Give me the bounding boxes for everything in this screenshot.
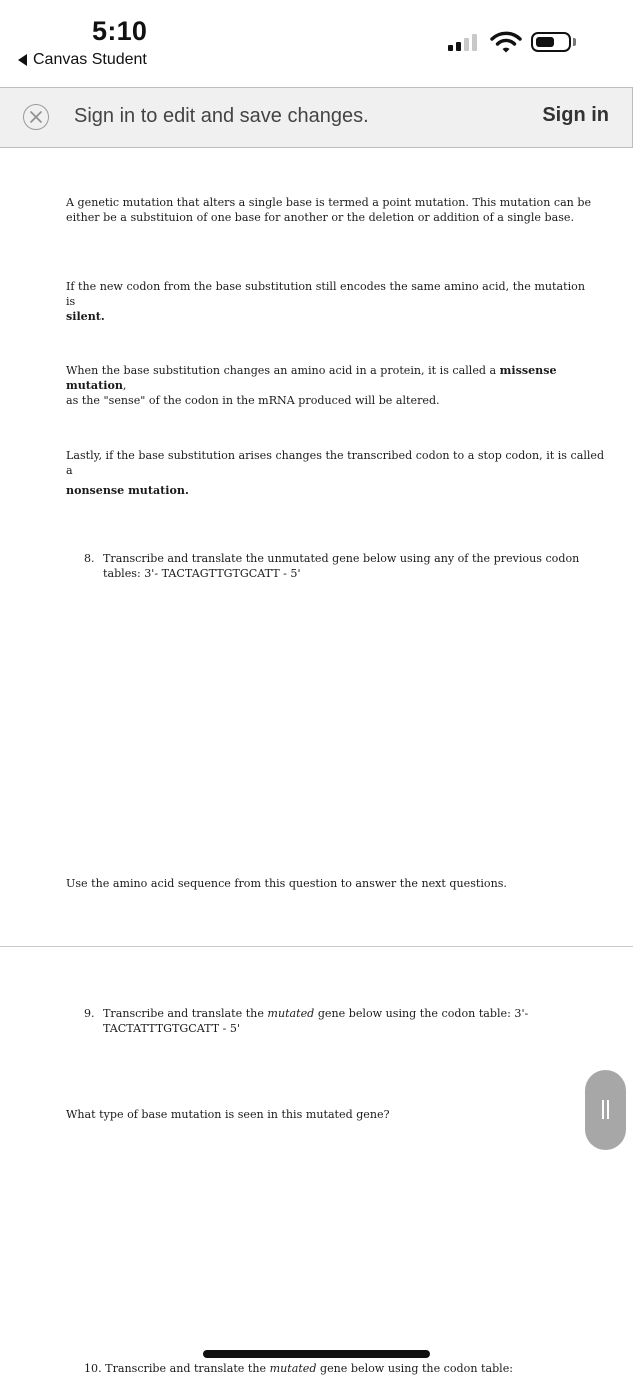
question-9 (84, 1006, 584, 1038)
text-line: Use the amino acid sequence from this question to answer the next questions. (66, 877, 507, 890)
wifi-icon (490, 30, 522, 54)
scroll-handle[interactable] (585, 1070, 626, 1150)
text-line: either be a substituion of one base for another or the deletion or addition of a single base. (66, 211, 575, 224)
term-nonsense: nonsense mutation. (66, 484, 189, 497)
paragraph-silent (66, 279, 596, 324)
question-sequence: TACTATTTGTGCATT - 5' (103, 1022, 241, 1035)
question-8 (84, 551, 584, 583)
status-time: 5:10 (92, 16, 148, 46)
term-missense: missense mutation (66, 364, 557, 392)
paragraph-nonsense (66, 448, 606, 478)
text-line: as the "sense" of the codon in the mRNA produced will be altered. (66, 394, 440, 407)
banner-message: Sign in to edit and save changes. (74, 105, 369, 127)
battery-icon (531, 32, 571, 52)
question-text: Transcribe and translate the (103, 1007, 268, 1020)
text-line: What type of base mutation is seen in this mutated gene? (66, 1108, 390, 1121)
paragraph-mutation-type (66, 1107, 596, 1122)
page-divider (0, 946, 633, 947)
paragraph-point-mutation (66, 195, 596, 225)
paragraph-missense (66, 363, 606, 408)
text-comma: , (122, 379, 127, 392)
term-silent: silent. (66, 310, 105, 323)
question-text: Transcribe and translate the unmutated gene below using any of the previous codon (103, 552, 580, 565)
cellular-signal-icon (448, 33, 477, 51)
sign-in-button[interactable]: Sign in (542, 104, 609, 126)
paragraph-nonsense-term (66, 483, 366, 498)
question-text: 10. Transcribe and translate the (84, 1362, 270, 1375)
back-app-label: Canvas Student (33, 51, 147, 68)
text-line: A genetic mutation that alters a single base is termed a point mutation. This mutation can be (66, 196, 592, 209)
question-number: 9. (84, 1007, 95, 1020)
battery-tip (573, 38, 576, 46)
question-10 (84, 1361, 604, 1376)
text-line: When the base substitution changes an amino acid in a protein, it is called a (66, 364, 500, 377)
question-sequence: tables: 3'- TACTAGTTGTGCATT - 5' (103, 567, 301, 580)
close-icon (29, 110, 43, 124)
question-text-cont: gene below using the codon table: (316, 1362, 514, 1375)
dismiss-banner-button[interactable] (23, 104, 49, 130)
question-text-cont: gene below using the codon table: 3'- (314, 1007, 529, 1020)
text-line: If the new codon from the base substitution still encodes the same amino acid, the mutation is (66, 280, 585, 308)
question-number: 8. (84, 552, 95, 565)
home-indicator[interactable] (203, 1350, 430, 1358)
text-line: Lastly, if the base substitution arises changes the transcribed codon to a stop codon, it is called a (66, 449, 605, 477)
sign-in-banner (0, 87, 633, 148)
back-to-app-button[interactable] (18, 51, 147, 69)
term-mutated: mutated (267, 1007, 315, 1020)
paragraph-use-sequence (66, 876, 596, 891)
back-arrow-icon (18, 54, 27, 66)
term-mutated: mutated (269, 1362, 317, 1375)
status-bar (0, 0, 633, 86)
